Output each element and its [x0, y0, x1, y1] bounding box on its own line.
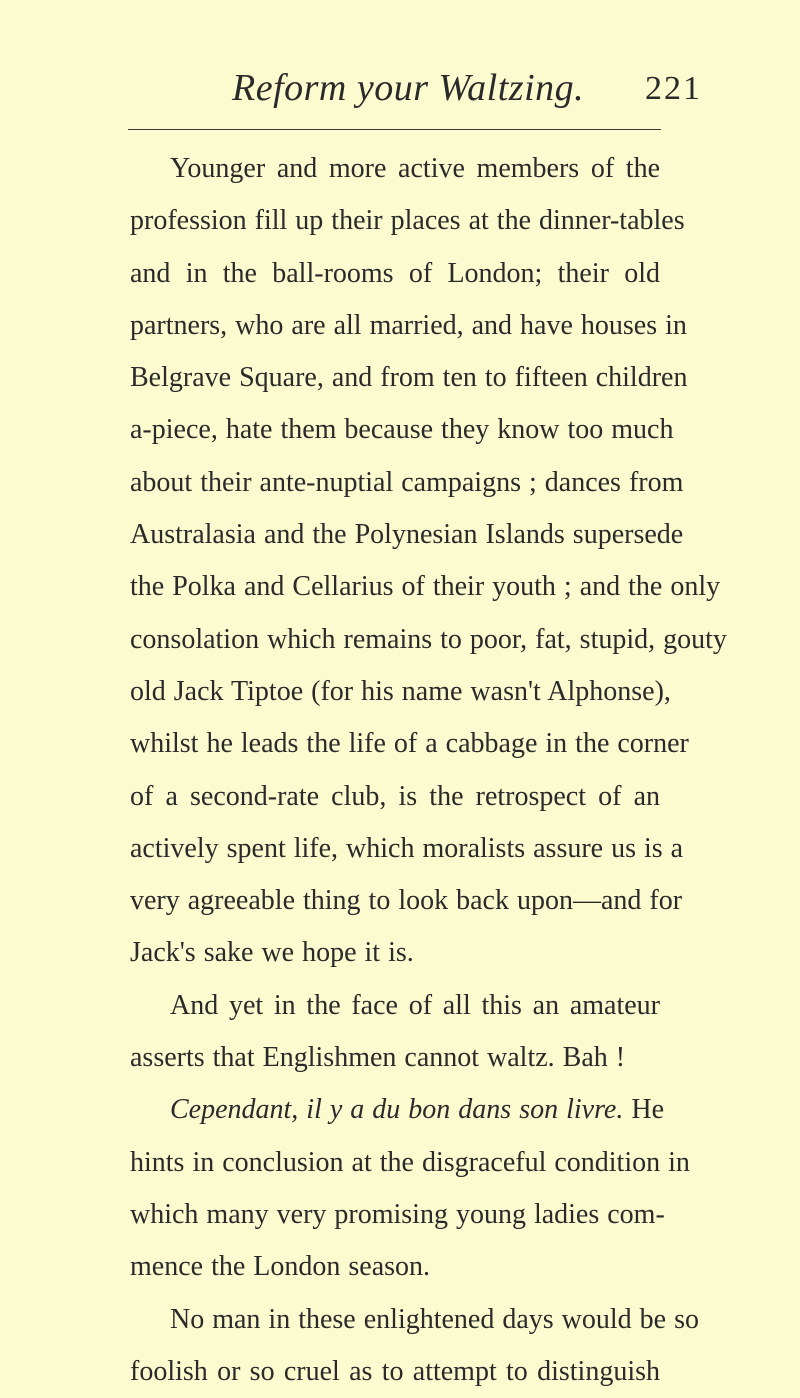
running-head — [0, 66, 800, 112]
text-line: partners, who are all married, and have houses in — [130, 309, 687, 341]
text-line: Belgrave Square, and from ten to fifteen children — [130, 362, 688, 394]
text-line-italic-quote — [130, 1084, 665, 1136]
body-text — [130, 143, 727, 1398]
text-line-tail: He — [631, 1094, 665, 1126]
text-line: foolish or so cruel as to attempt to distinguish — [130, 1355, 660, 1387]
text-line: the Polka and Cellarius of their youth ; and the only — [130, 571, 721, 603]
header-rule — [128, 129, 661, 130]
text-line: asserts that Englishmen cannot waltz. Bah ! — [130, 1042, 626, 1074]
text-line: of a second-rate club, is the retrospect of an — [130, 780, 660, 812]
text-line: which many very promising young ladies com- — [130, 1198, 665, 1230]
text-line: about their ante-nuptial campaigns ; dances from — [130, 466, 684, 498]
text-line: No man in these enlightened days would be so — [170, 1303, 700, 1335]
text-line: and in the ball-rooms of London; their old — [130, 257, 660, 289]
running-title: Reform your Waltzing. — [232, 67, 585, 109]
text-line: very agreeable thing to look back upon—and for — [130, 885, 683, 917]
text-line: a-piece, hate them because they know too much — [130, 414, 674, 446]
text-line: And yet in the face of all this an amateur — [170, 989, 660, 1021]
text-line: Australasia and the Polynesian Islands supersede — [130, 519, 684, 551]
text-line: whilst he leads the life of a cabbage in the corner — [130, 728, 689, 760]
text-line: consolation which remains to poor, fat, stupid, gouty — [130, 623, 727, 655]
text-line: actively spent life, which moralists assure us is a — [130, 832, 684, 864]
italic-quote: Cependant, il y a du bon dans son livre. — [170, 1094, 624, 1126]
text-line: profession fill up their places at the dinner-tables — [130, 205, 685, 237]
text-line: mence the London season. — [130, 1251, 431, 1283]
page-number: 221 — [645, 70, 702, 107]
text-line: Jack's sake we hope it is. — [130, 937, 414, 969]
text-line: old Jack Tiptoe (for his name wasn't Alphonse), — [130, 675, 671, 707]
text-line: Younger and more active members of the — [170, 153, 660, 184]
text-line: hints in conclusion at the disgraceful condition in — [130, 1146, 690, 1178]
